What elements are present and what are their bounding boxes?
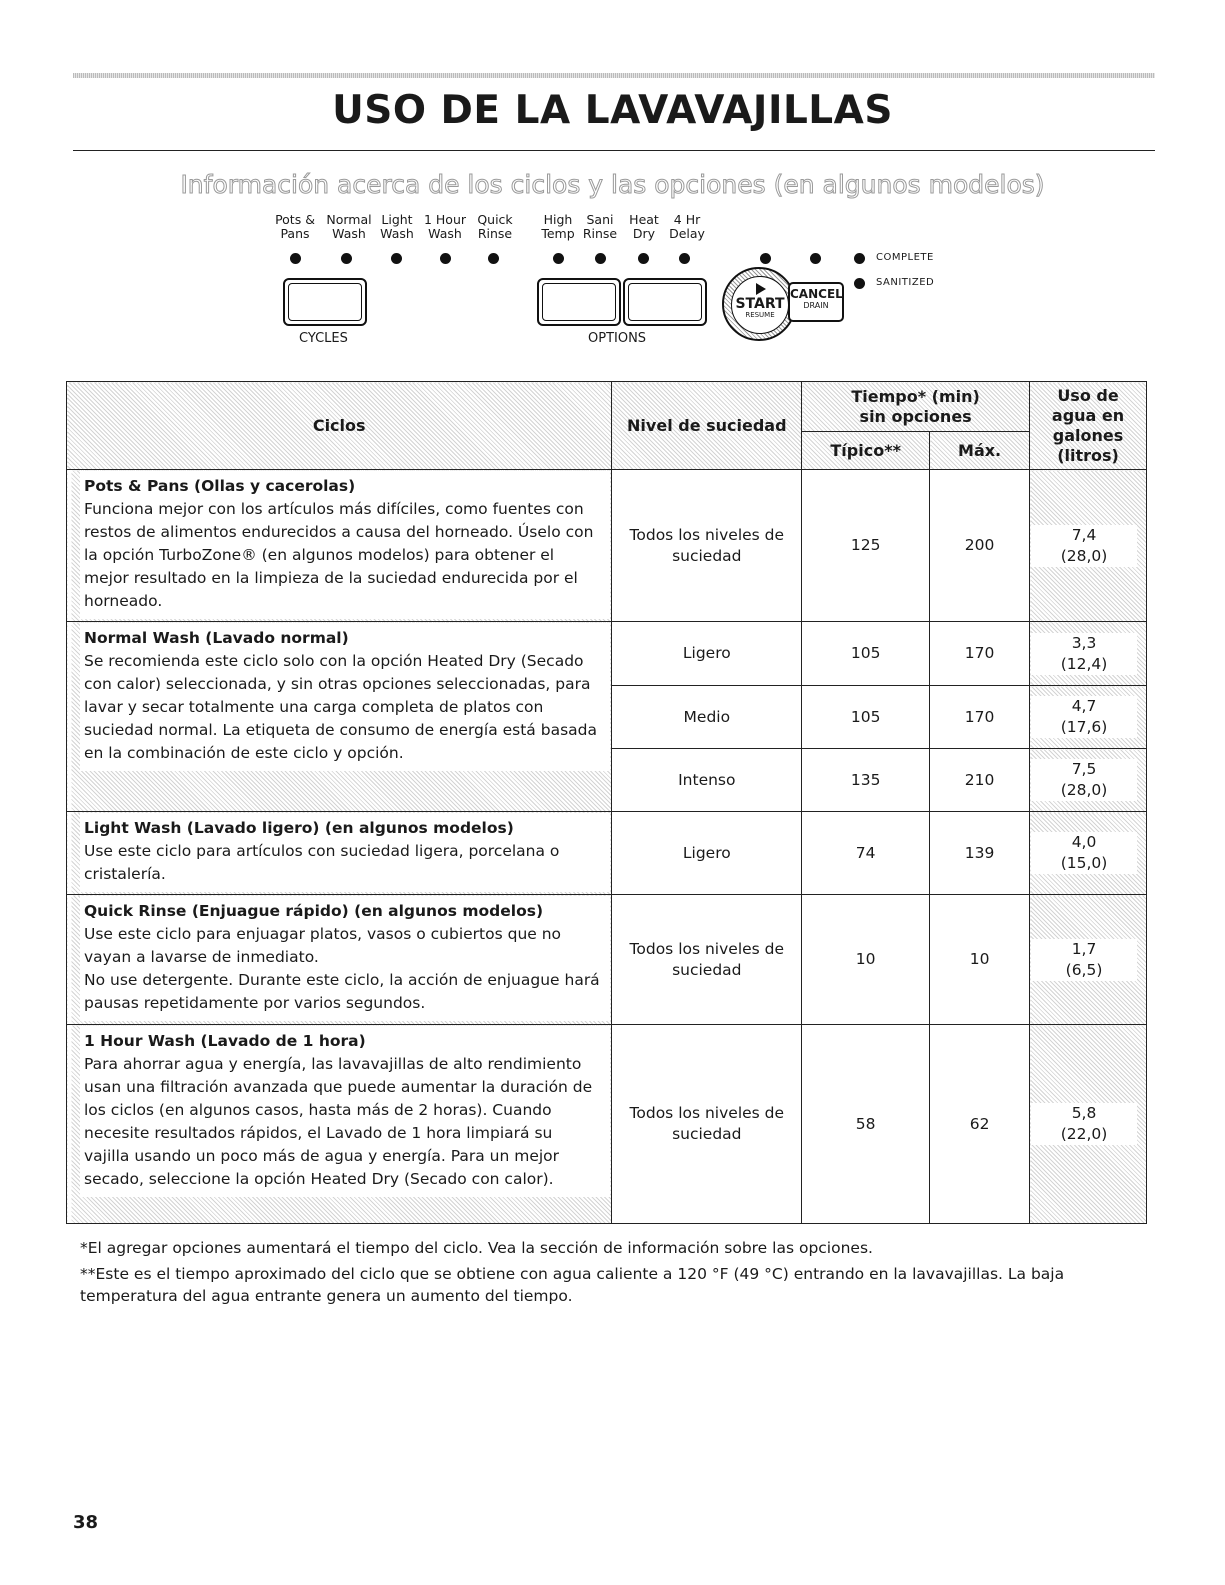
footnote-1: *El agregar opciones aumentará el tiempo del ciclo. Vea la sección de información sobre las opciones. xyxy=(80,1239,873,1257)
top-decorative-band xyxy=(73,73,1155,78)
header-max: Máx. xyxy=(930,432,1030,470)
nivel-cell: Todos los niveles de suciedad xyxy=(612,470,802,622)
tipico-cell: 74 xyxy=(802,812,930,895)
tipico-cell: 105 xyxy=(802,622,930,686)
cycle-cell xyxy=(67,895,612,1025)
header-nivel: Nivel de suciedad xyxy=(612,382,802,470)
cycle-cell xyxy=(67,470,612,622)
cycle-label-quick-rinse: Quick Rinse xyxy=(477,212,513,241)
cycle-name: Quick Rinse (Enjuague rápido) (en algunos modelos) xyxy=(84,902,544,920)
nivel-cell: Intenso xyxy=(612,749,802,812)
complete-label: COMPLETE xyxy=(876,252,934,263)
indicator-light xyxy=(595,253,606,264)
page-title: USO DE LA LAVAVAJILLAS xyxy=(332,88,893,133)
start-label: START xyxy=(735,296,785,312)
sanitized-indicator-light xyxy=(854,278,865,289)
tipico-cell: 58 xyxy=(802,1025,930,1224)
indicator-light xyxy=(679,253,690,264)
indicator-light xyxy=(391,253,402,264)
page-number: 38 xyxy=(73,1512,99,1533)
agua-cell: 1,7 (6,5) xyxy=(1030,895,1147,1025)
cycles-label: CYCLES xyxy=(299,331,348,346)
max-cell: 170 xyxy=(930,622,1030,686)
agua-cell: 5,8 (22,0) xyxy=(1030,1025,1147,1224)
indicator-light xyxy=(341,253,352,264)
table-row xyxy=(67,1025,1147,1224)
cycles-button xyxy=(283,278,367,326)
cycle-description: Funciona mejor con los artículos más difíciles, como fuentes con restos de alimentos endurecidos a causa del horneado. Úselo con la opción TurboZone® (en algunos modelos) para obtener el mejor resultado en la limpieza de la suciedad endurecida por el horneado. xyxy=(84,500,594,610)
option-label-sani-rinse: Sani Rinse xyxy=(582,212,618,241)
cycle-name: Pots & Pans (Ollas y cacerolas) xyxy=(84,477,356,495)
max-cell: 200 xyxy=(930,470,1030,622)
agua-cell: 7,5 (28,0) xyxy=(1030,749,1147,812)
control-panel-diagram xyxy=(270,210,970,350)
cycle-description-note: No use detergente. Durante este ciclo, la acción de enjuague hará pausas repetidamente por varios segundos. xyxy=(84,971,600,1012)
complete-indicator-light xyxy=(854,253,865,264)
header-ciclos: Ciclos xyxy=(67,382,612,470)
tipico-cell: 10 xyxy=(802,895,930,1025)
header-tipico: Típico** xyxy=(802,432,930,470)
cycle-name: Normal Wash (Lavado normal) xyxy=(84,629,349,647)
indicator-light xyxy=(440,253,451,264)
indicator-light xyxy=(488,253,499,264)
cycle-name: Light Wash (Lavado ligero) (en algunos modelos) xyxy=(84,819,514,837)
indicator-light xyxy=(810,253,821,264)
options-button-left xyxy=(537,278,621,326)
indicator-light xyxy=(290,253,301,264)
cycle-description: Para ahorrar agua y energía, las lavavajillas de alto rendimiento usan una filtración avanzada que puede aumentar la duración de los ciclos (en algunos casos, hasta más de 2 horas). Cuando necesite resultados rápidos, el Lavado de 1 hora limpiará su vajilla usando un poco más de agua y energía. Para un mejor secado, seleccione la opción Heated Dry (Secado con calor). xyxy=(84,1055,593,1188)
tipico-cell: 105 xyxy=(802,686,930,749)
indicator-light xyxy=(760,253,771,264)
cancel-label: CANCEL xyxy=(790,287,843,301)
option-label-high-temp: High Temp xyxy=(541,212,575,241)
nivel-cell: Todos los niveles de suciedad xyxy=(612,895,802,1025)
header-tiempo: Tiempo* (min) sin opciones xyxy=(802,382,1030,432)
option-label-4hr-delay: 4 Hr Delay xyxy=(669,212,705,241)
footnote-2: **Este es el tiempo aproximado del ciclo que se obtiene con agua caliente a 120 °F (49 °C) entrando en la lavavajillas. La baja temperatura del agua entrante genera un aumento del tiempo. xyxy=(80,1265,1065,1305)
title-rule xyxy=(73,150,1155,151)
drain-label: DRAIN xyxy=(803,301,829,310)
max-cell: 139 xyxy=(930,812,1030,895)
table-row xyxy=(67,895,1147,1025)
option-label-heat-dry: Heat Dry xyxy=(629,212,659,241)
tipico-cell: 135 xyxy=(802,749,930,812)
cycle-cell xyxy=(67,1025,612,1224)
sanitized-label: SANITIZED xyxy=(876,277,935,288)
cycle-name: 1 Hour Wash (Lavado de 1 hora) xyxy=(84,1032,366,1050)
cycle-cell xyxy=(67,812,612,895)
table-row xyxy=(67,622,1147,686)
cancel-drain-button xyxy=(788,282,844,322)
nivel-cell: Medio xyxy=(612,686,802,749)
max-cell: 62 xyxy=(930,1025,1030,1224)
table-row xyxy=(67,470,1147,622)
cycle-description: Se recomienda este ciclo solo con la opción Heated Dry (Secado con calor) seleccionada, y sin otras opciones seleccionadas, para lavar y secar totalmente una carga completa de platos con suciedad normal. La etiqueta de consumo de energía está basada en la combinación de este ciclo y opción. xyxy=(84,652,597,762)
nivel-cell: Ligero xyxy=(612,812,802,895)
options-button-right xyxy=(623,278,707,326)
indicator-light xyxy=(638,253,649,264)
cycle-label-1-hour-wash: 1 Hour Wash xyxy=(423,212,467,241)
nivel-cell: Ligero xyxy=(612,622,802,686)
cycle-label-pots-pans: Pots & Pans xyxy=(275,212,315,241)
cycle-label-normal-wash: Normal Wash xyxy=(326,212,372,241)
options-label: OPTIONS xyxy=(588,331,647,346)
cycle-cell xyxy=(67,622,612,812)
resume-label: RESUME xyxy=(745,311,775,319)
nivel-cell: Todos los niveles de suciedad xyxy=(612,1025,802,1224)
table-row xyxy=(67,812,1147,895)
agua-cell: 7,4 (28,0) xyxy=(1030,470,1147,622)
max-cell: 170 xyxy=(930,686,1030,749)
header-uso-agua: Uso de agua en galones (litros) xyxy=(1030,382,1147,470)
agua-cell: 4,0 (15,0) xyxy=(1030,812,1147,895)
play-icon xyxy=(756,283,766,295)
cycle-description: Use este ciclo para artículos con suciedad ligera, porcelana o cristalería. xyxy=(84,842,560,883)
agua-cell: 3,3 (12,4) xyxy=(1030,622,1147,686)
indicator-light xyxy=(553,253,564,264)
section-subtitle: Información acerca de los ciclos y las opciones (en algunos modelos) xyxy=(180,170,1045,199)
agua-cell: 4,7 (17,6) xyxy=(1030,686,1147,749)
max-cell: 10 xyxy=(930,895,1030,1025)
cycle-label-light-wash: Light Wash xyxy=(380,212,414,241)
cycle-description: Use este ciclo para enjuagar platos, vasos o cubiertos que no vayan a lavarse de inmediato. xyxy=(84,925,562,966)
start-resume-button xyxy=(722,267,796,341)
tipico-cell: 125 xyxy=(802,470,930,622)
cycles-table xyxy=(66,381,1147,1224)
max-cell: 210 xyxy=(930,749,1030,812)
